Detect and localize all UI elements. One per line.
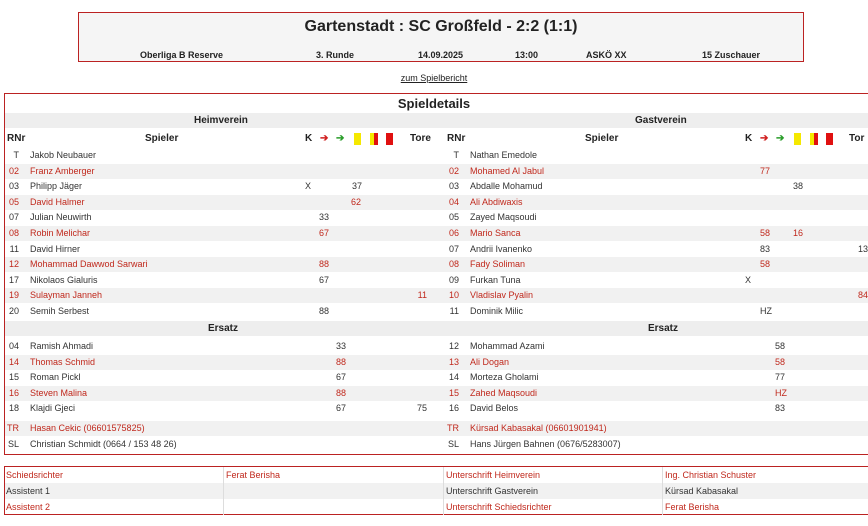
player-number: 16	[8, 387, 19, 398]
yellow-red-minute: 62	[351, 196, 362, 207]
home-player-row	[5, 257, 444, 272]
column-divider	[223, 467, 224, 483]
player-number: 05	[8, 196, 19, 207]
sub-out-minute: 88	[319, 259, 330, 270]
player-name[interactable]: Fady Soliman	[470, 259, 526, 270]
home-player-row	[5, 288, 444, 303]
column-divider	[662, 499, 663, 515]
away-player-row	[444, 257, 868, 272]
player-number: 07	[8, 212, 19, 223]
sub-out-minute: 67	[319, 274, 330, 285]
home-trainer-row	[5, 421, 444, 436]
player-number: 16	[448, 403, 459, 414]
home-label: Heimverein	[194, 115, 248, 126]
sub-out-minute: 67	[319, 228, 330, 238]
player-name[interactable]: David Hirner	[30, 243, 81, 254]
signature-name: Ferat Berisha	[665, 502, 720, 512]
player-number: 08	[448, 259, 459, 270]
match-title: Gartenstadt : SC Großfeld - 2:2 (1:1)	[304, 18, 578, 35]
player-name[interactable]: Furkan Tuna	[470, 274, 521, 285]
player-name[interactable]: Morteza Gholami	[470, 372, 539, 383]
home-player-row	[5, 304, 444, 319]
sub-out-minute: 58	[760, 259, 771, 270]
column-divider	[443, 499, 444, 515]
player-name[interactable]: Vladislav Pyalin	[470, 290, 534, 301]
col-rnr-away: RNr	[447, 133, 466, 144]
player-name[interactable]: Mohamed Al Jabul	[470, 165, 545, 176]
column-divider	[223, 483, 224, 499]
time: 13:00	[515, 50, 539, 60]
sub-in-minute: 77	[775, 372, 786, 383]
staff-role: SL	[447, 439, 459, 449]
player-number: 05	[448, 212, 459, 223]
away-player-row	[444, 164, 868, 179]
sub-out-icon-away: ➔	[760, 133, 769, 144]
player-number: 02	[8, 165, 19, 176]
match-header	[78, 12, 804, 62]
col-tore-home: Tore	[410, 133, 431, 144]
column-divider	[443, 483, 444, 499]
staff-role: TR	[447, 423, 459, 433]
signature-label: Unterschrift Gastverein	[446, 486, 539, 496]
sub-out-minute: 88	[319, 306, 330, 316]
player-number: 14	[8, 356, 19, 367]
player-number: 04	[8, 341, 19, 351]
yellow-minute: 16	[793, 228, 804, 238]
column-divider	[662, 467, 663, 483]
home-player-row	[5, 242, 444, 257]
home-sub-row	[5, 370, 444, 385]
official-name: Ferat Berisha	[226, 470, 281, 480]
date: 14.09.2025	[418, 50, 464, 60]
away-player-row	[444, 288, 868, 303]
away-player-row	[444, 210, 868, 225]
player-number: 02	[448, 165, 459, 176]
home-sub-row	[5, 386, 444, 401]
player-name[interactable]: Thomas Schmid	[30, 356, 96, 367]
player-name[interactable]: Abdalle Mohamud	[470, 181, 543, 192]
league: Oberliga B Reserve	[140, 50, 224, 60]
staff-role: TR	[7, 423, 19, 433]
col-tore-away: Tor	[849, 133, 865, 144]
player-number: 03	[448, 181, 459, 192]
home-player-row	[5, 210, 444, 225]
trainer-name: Kürsad Kabasakal (06601901941)	[470, 423, 607, 433]
player-number: 09	[448, 274, 459, 285]
player-name[interactable]: Mohammad Dawwod Sarwari	[30, 259, 148, 270]
player-number: 04	[448, 196, 459, 207]
away-player-row	[444, 148, 868, 163]
yellow-card-icon	[354, 133, 361, 145]
signature-name: Ing. Christian Schuster	[665, 470, 757, 480]
away-manager-row	[444, 437, 868, 452]
sub-out-minute: 83	[760, 243, 771, 254]
section-title: Spieldetails	[397, 96, 471, 111]
away-player-row	[444, 226, 868, 241]
player-name[interactable]: Semih Serbest	[30, 306, 90, 316]
official-label: Schiedsrichter	[6, 470, 64, 480]
yellow-minute: 37	[352, 181, 363, 192]
player-number: 20	[8, 306, 19, 316]
staff-role: SL	[7, 439, 19, 449]
player-name[interactable]: Philipp Jäger	[30, 181, 83, 192]
round: 3. Runde	[316, 50, 355, 60]
player-name[interactable]: Steven Malina	[30, 387, 88, 398]
col-player-away: Spieler	[585, 133, 619, 144]
player-name[interactable]: Ali Abdiwaxis	[470, 196, 523, 207]
player-name[interactable]: Mohammad Azami	[470, 341, 545, 351]
player-name[interactable]: David Belos	[470, 403, 519, 414]
player-name[interactable]: Robin Melichar	[30, 228, 91, 238]
home-sub-row	[5, 401, 444, 416]
sub-in-minute: HZ	[775, 387, 787, 398]
sub-in-minute: 58	[775, 341, 786, 351]
team-band	[5, 113, 868, 128]
player-name[interactable]: Julian Neuwirth	[30, 212, 92, 223]
player-name[interactable]: Dominik Milic	[470, 306, 524, 316]
sub-in-minute: 33	[336, 341, 347, 351]
col-k-home: K	[305, 133, 313, 144]
goal-minutes: 11	[417, 290, 427, 301]
trainer-name: Hasan Cekic (06601575825)	[30, 423, 145, 433]
player-name[interactable]: Nikolaos Gialuris	[30, 274, 98, 285]
player-name[interactable]: Ali Dogan	[470, 356, 510, 367]
sub-out-minute: 58	[760, 228, 771, 238]
home-player-row	[5, 273, 444, 288]
col-player-home: Spieler	[145, 133, 179, 144]
goal-minutes: 13	[857, 243, 868, 254]
away-sub-row	[444, 339, 868, 354]
player-number: 13	[448, 356, 459, 367]
manager-name: Christian Schmidt (0664 / 153 48 26)	[30, 439, 177, 449]
home-player-row	[5, 195, 444, 210]
away-subs-label: Ersatz	[648, 323, 679, 334]
spectators: 15 Zuschauer	[702, 50, 761, 60]
home-player-row	[5, 148, 444, 163]
player-number: 18	[8, 403, 19, 414]
player-name[interactable]: Nathan Emedole	[470, 150, 538, 160]
sub-out-icon: ➔	[320, 133, 329, 144]
player-name[interactable]: Zahed Maqsoudi	[470, 387, 538, 398]
home-player-row	[5, 179, 444, 194]
goal-minutes: 84	[857, 290, 868, 301]
player-name[interactable]: Andrii Ivanenko	[470, 243, 533, 254]
player-number: 10	[448, 290, 459, 301]
sub-out-minute: HZ	[760, 306, 772, 316]
player-name[interactable]: Roman Pickl	[30, 372, 81, 383]
captain-mark: X	[305, 181, 312, 192]
captain-mark: X	[745, 274, 752, 285]
away-label: Gastverein	[635, 115, 687, 126]
away-player-row	[444, 304, 868, 319]
player-number: T	[13, 150, 19, 160]
red-card-icon-away	[826, 133, 833, 145]
player-number: 19	[8, 290, 19, 301]
home-sub-row	[5, 339, 444, 354]
away-sub-row	[444, 401, 868, 416]
signature-label: Unterschrift Schiedsrichter	[446, 502, 552, 512]
player-number: 11	[9, 243, 19, 254]
sub-in-minute: 88	[336, 387, 347, 398]
red-card-icon	[386, 133, 393, 145]
sub-in-icon: ➔	[336, 133, 345, 144]
away-player-row	[444, 195, 868, 210]
sub-in-minute: 67	[336, 403, 347, 414]
away-player-row	[444, 179, 868, 194]
official-row	[5, 499, 868, 515]
player-number: 03	[8, 181, 19, 192]
report-link[interactable]: zum Spielbericht	[400, 73, 468, 83]
sub-in-minute: 67	[336, 372, 347, 383]
away-player-row	[444, 242, 868, 257]
venue: ASKÖ XX	[586, 50, 627, 60]
player-number: 14	[448, 372, 459, 383]
home-subs-label: Ersatz	[208, 323, 239, 334]
away-player-row	[444, 273, 868, 288]
away-sub-row	[444, 370, 868, 385]
player-name[interactable]: Sulayman Janneh	[30, 290, 103, 301]
col-rnr-home: RNr	[7, 133, 26, 144]
player-number: 08	[8, 228, 19, 238]
player-number: 06	[448, 228, 459, 238]
column-divider	[223, 499, 224, 515]
player-name[interactable]: Mario Sanca	[470, 228, 521, 238]
player-number: 15	[8, 372, 19, 383]
yellow-minute: 38	[793, 181, 804, 192]
yellow-red-card-icon-red	[374, 133, 378, 145]
official-label: Assistent 1	[6, 486, 51, 496]
column-divider	[662, 483, 663, 499]
player-name[interactable]: Zayed Maqsoudi	[470, 212, 537, 223]
yellow-card-icon-away	[794, 133, 801, 145]
player-number: 11	[449, 306, 459, 316]
player-number: 12	[448, 341, 459, 351]
sub-in-icon-away: ➔	[776, 133, 785, 144]
away-trainer-row	[444, 421, 868, 436]
player-name[interactable]: Jakob Neubauer	[30, 150, 97, 160]
sub-out-minute: 33	[319, 212, 330, 223]
official-row	[5, 483, 868, 499]
player-name[interactable]: Ramish Ahmadi	[30, 341, 94, 351]
official-row	[5, 467, 868, 483]
yellow-red-card-icon-away-red	[814, 133, 818, 145]
col-k-away: K	[745, 133, 753, 144]
sub-in-minute: 88	[336, 356, 347, 367]
player-number: T	[453, 150, 459, 160]
away-sub-row	[444, 386, 868, 401]
home-player-row	[5, 164, 444, 179]
player-number: 17	[8, 274, 19, 285]
signature-name: Kürsad Kabasakal	[665, 486, 739, 496]
home-manager-row	[5, 437, 444, 452]
signature-label: Unterschrift Heimverein	[446, 470, 541, 480]
home-sub-row	[5, 355, 444, 370]
goal-minutes: 75	[416, 403, 427, 414]
player-name[interactable]: Klajdi Gjeci	[30, 403, 76, 414]
manager-name: Hans Jürgen Bahnen (0676/5283007)	[470, 439, 621, 449]
subs-band	[5, 321, 868, 336]
player-number: 15	[448, 387, 459, 398]
player-name[interactable]: David Halmer	[30, 196, 85, 207]
official-label: Assistent 2	[6, 502, 51, 512]
player-name[interactable]: Franz Amberger	[30, 165, 95, 176]
player-number: 07	[448, 243, 459, 254]
home-player-row	[5, 226, 444, 241]
sub-in-minute: 83	[775, 403, 786, 414]
sub-in-minute: 58	[775, 356, 786, 367]
away-sub-row	[444, 355, 868, 370]
player-number: 12	[8, 259, 19, 270]
sub-out-minute: 77	[760, 165, 771, 176]
column-divider	[443, 467, 444, 483]
column-header-row	[5, 130, 868, 147]
